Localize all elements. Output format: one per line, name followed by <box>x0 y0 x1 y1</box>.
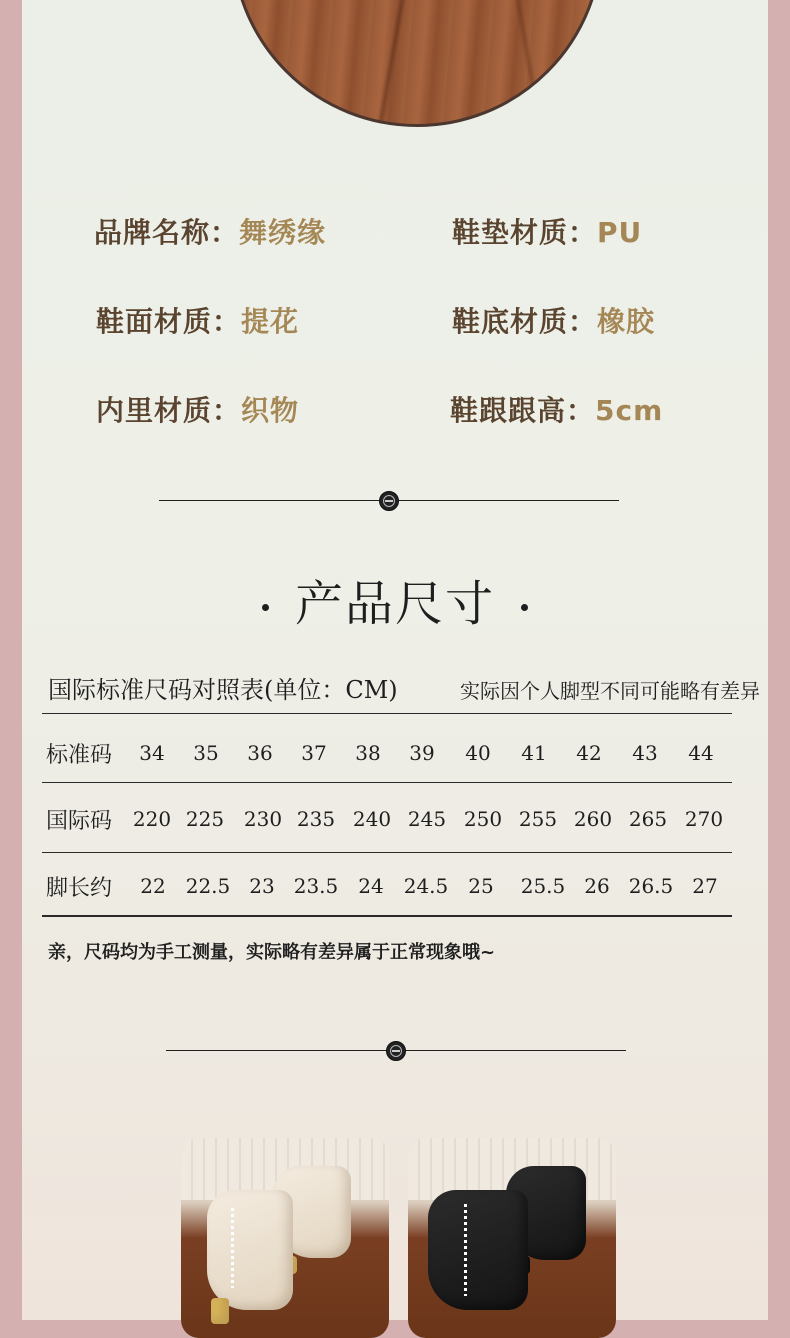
black-boot-front <box>428 1190 528 1310</box>
table-cell: 22 <box>140 874 166 898</box>
table-cell: 265 <box>628 807 668 831</box>
spec-lining <box>96 389 299 429</box>
size-section-title <box>0 565 790 634</box>
white-boot-heel <box>211 1298 229 1324</box>
table-cell: 230 <box>243 807 283 831</box>
spec-brand-label: 品牌名称： <box>94 216 240 249</box>
table-cell: 25.5 <box>520 874 566 898</box>
row-label-standard: 标准码 <box>46 743 113 768</box>
table-cell: 23.5 <box>293 874 339 898</box>
table-cell: 220 <box>132 807 172 831</box>
table-rule <box>42 782 732 783</box>
spec-heel-label: 鞋跟跟高： <box>450 394 596 427</box>
table-cell: 235 <box>296 807 336 831</box>
table-cell: 40 <box>465 741 491 765</box>
pearl-trim <box>464 1204 467 1296</box>
spec-upper <box>96 300 299 340</box>
spec-lining-value: 织物 <box>241 394 300 427</box>
table-cell: 245 <box>407 807 447 831</box>
size-table-caption: 国际标准尺码对照表(单位：CM) <box>48 676 398 704</box>
table-cell: 26.5 <box>628 874 674 898</box>
size-section-title-text: 产品尺寸 <box>294 576 495 632</box>
chinese-knot-icon <box>386 1041 406 1061</box>
table-cell: 39 <box>409 741 435 765</box>
spec-upper-label: 鞋面材质： <box>96 305 242 338</box>
table-cell: 42 <box>576 741 602 765</box>
pearl-trim <box>231 1208 234 1288</box>
table-cell: 24 <box>358 874 384 898</box>
table-cell: 27 <box>692 874 718 898</box>
spec-sole-value: 橡胶 <box>597 305 656 338</box>
white-boot-front <box>207 1190 293 1310</box>
table-cell: 38 <box>355 741 381 765</box>
title-dot-left <box>262 604 269 611</box>
table-cell: 43 <box>632 741 658 765</box>
table-cell: 35 <box>193 741 219 765</box>
spec-brand <box>94 211 326 251</box>
table-cell: 34 <box>139 741 165 765</box>
spec-sole <box>452 300 655 340</box>
table-rule-bottom <box>42 915 732 917</box>
table-cell: 36 <box>247 741 273 765</box>
table-cell: 260 <box>573 807 613 831</box>
title-dot-right <box>521 604 528 611</box>
table-cell: 240 <box>352 807 392 831</box>
spec-heel-value: 5cm <box>595 394 664 427</box>
table-cell: 24.5 <box>403 874 449 898</box>
measurement-footnote: 亲，尺码均为手工测量，实际略有差异属于正常现象哦~ <box>48 942 496 963</box>
chinese-knot-icon <box>379 491 399 511</box>
black-boots-photo <box>408 1138 616 1338</box>
table-cell: 22.5 <box>185 874 231 898</box>
spec-insole-label: 鞋垫材质： <box>452 216 598 249</box>
table-cell: 23 <box>249 874 275 898</box>
table-rule-top <box>42 713 732 714</box>
table-cell: 270 <box>684 807 724 831</box>
table-cell: 255 <box>518 807 558 831</box>
spec-lining-label: 内里材质： <box>96 394 242 427</box>
table-cell: 44 <box>688 741 714 765</box>
table-cell: 41 <box>521 741 547 765</box>
spec-insole-value: PU <box>597 216 643 249</box>
size-table-note: 实际因个人脚型不同可能略有差异 <box>460 679 760 703</box>
table-cell: 25 <box>468 874 494 898</box>
spec-insole <box>452 211 642 251</box>
content-panel <box>22 0 768 1320</box>
table-cell: 225 <box>185 807 225 831</box>
row-label-foot-length: 脚长约 <box>46 876 113 901</box>
spec-heel <box>450 389 663 429</box>
row-label-international: 国际码 <box>46 809 113 834</box>
table-rule <box>42 852 732 853</box>
spec-brand-value: 舞绣缘 <box>239 216 327 249</box>
table-cell: 26 <box>584 874 610 898</box>
spec-upper-value: 提花 <box>241 305 300 338</box>
table-cell: 37 <box>301 741 327 765</box>
wood-floor-image <box>231 0 603 127</box>
white-boots-photo <box>181 1138 389 1338</box>
spec-sole-label: 鞋底材质： <box>452 305 598 338</box>
table-cell: 250 <box>463 807 503 831</box>
